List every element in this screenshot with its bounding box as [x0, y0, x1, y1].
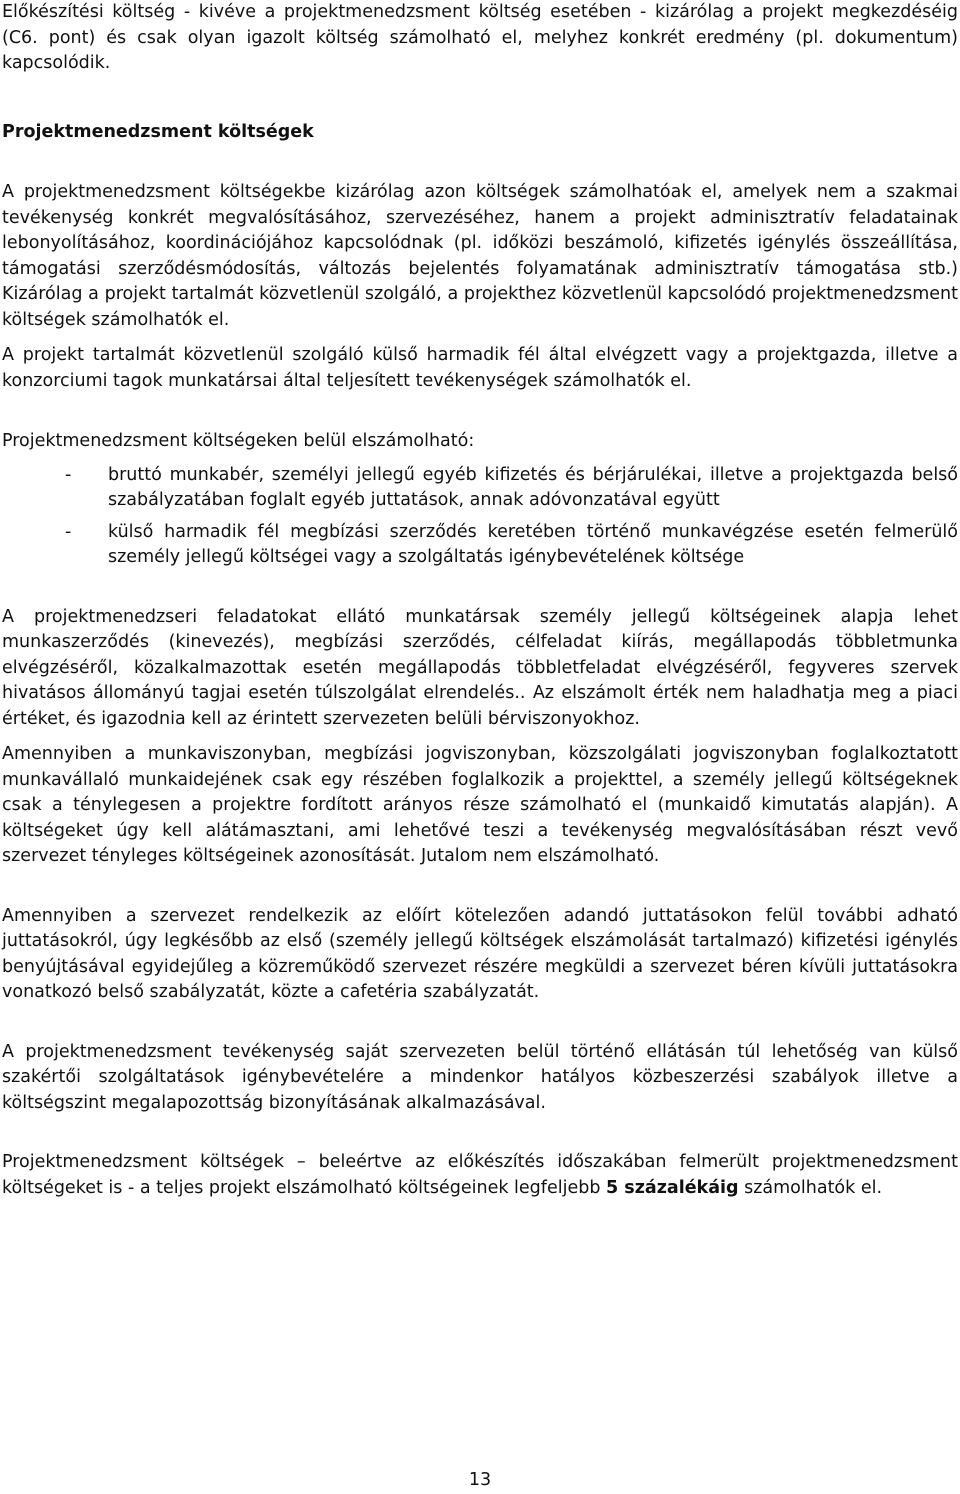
list-intro: Projektmenedzsment költségeken belül elszámolható: [2, 431, 475, 451]
list-bullet: - [65, 464, 72, 485]
limit-text-end: számolhatók el. [744, 1177, 883, 1198]
top-paragraph: Előkészítési költség - kivéve a projektmenedzsment költség esetében - kizárólag a projekt megkezdéséig (C6. pont) és csak olyan igazolt költség számolható el, melyhez konkrét eredmény (pl. dokumentum) kapcsolódik. [2, 2, 958, 73]
paragraph-external-experts: A projektmenedzsment tevékenység saját szervezeten belül történő ellátásán túl lehetőség van külső szakértői szolgáltatások igénybevételére a mindenkor hatályos közbeszerzési szabályok illetve a költségszint megalapozottság bizonyításának alkalmazásával. [2, 1041, 958, 1113]
list-item [2, 520, 958, 571]
paragraph-limit [2, 1150, 958, 1201]
list-item-text: bruttó munkabér, személyi jellegű egyéb kifizetés és bérjárulékai, illetve a projektgazda belső szabályzatában foglalt egyéb juttatások, annak adóvonzatával együtt [108, 464, 958, 510]
page-number: 13 [468, 1470, 492, 1490]
list-bullet: - [65, 521, 72, 542]
cost-list [2, 463, 958, 571]
paragraph-part-time: Amennyiben a munkaviszonyban, megbízási jogviszonyban, közszolgálati jogviszonyban foglalkoztatott munkavállaló munkaidejének csak egy részében foglalkozik a projekttel, a személy jellegű költségeknek csak a ténylegesen a projektre fordított arányos része számolható el (munkaidő kimutatás alapján). A költségeket úgy kell alátámasztani, ami lehetővé teszi a tevékenység megvalósításában részt vevő szervezet tényleges költségeinek azonosítását. Jutalom nem elszámolható. [2, 744, 958, 866]
paragraph-contract-basis: A projektmenedzseri feladatokat ellátó munkatársak személy jellegű költségeinek alapja lehet munkaszerződés (kinevezés), megbízási szerződés, célfeladat kiírás, megállapodás többletmunka elvégzéséről, közalkalmazottak esetén megállapodás többletfeladat elvégzéséről, fegyveres szervek hivatásos állományú tagjai esetén túlszolgálat elrendelés.. Az elszámolt érték nem haladhatja meg a piaci értéket, és igazodnia kell az érintett szervezeten belüli bérviszonyokhoz. [2, 606, 958, 729]
list-item [2, 463, 958, 514]
list-item-text: külső harmadik fél megbízási szerződés keretében történő munkavégzése esetén felmerülő személy jellegű költségei vagy a szolgáltatás igénybevételének költsége [108, 521, 958, 567]
section-heading: Projektmenedzsment költségek [2, 121, 314, 142]
paragraph-scope: A projektmenedzsment költségekbe kizárólag azon költségek számolhatóak el, amelyek nem a szakmai tevékenység konkrét megvalósításához, szervezéséhez, hanem a projekt adminisztratív feladatainak lebonyolításához, koordinációjához kapcsolódnak (pl. időközi beszámoló, kifizetés igénylés összeállítása, támogatási szerződésmódosítás, változás bejelentés folyamatának adminisztratív támogatása stb.) Kizárólag a projekt tartalmát közvetlenül szolgáló, a projekthez közvetlenül kapcsolódó projektmenedzsment költségek számolhatók el. [2, 182, 958, 330]
paragraph-benefits: Amennyiben a szervezet rendelkezik az előírt kötelezően adandó juttatásokon felül további adható juttatásokról, úgy legkésőbb az első (személy jellegű költségek elszámolását tartalmazó) kifizetési igénylés benyújtásával egyidejűleg a közreműködő szervezet részére megküldi a szervezet béren kívüli juttatásokra vonatkozó belső szabályzatát, közte a cafetéria szabályzatát. [2, 905, 958, 1002]
limit-percentage: 5 százalékáig [606, 1177, 739, 1198]
limit-text: Projektmenedzsment költségek – beleértve az előkészítés időszakában felmerült projektmenedzsment költségeket is - a teljes projekt elszámolható költségeinek legfeljebb [2, 1152, 958, 1198]
paragraph-eligible-activities: A projekt tartalmát közvetlenül szolgáló külső harmadik fél által elvégzett vagy a projektgazda, illetve a konzorciumi tagok munkatársai által teljesített tevékenységek számolhatók el. [2, 345, 958, 391]
